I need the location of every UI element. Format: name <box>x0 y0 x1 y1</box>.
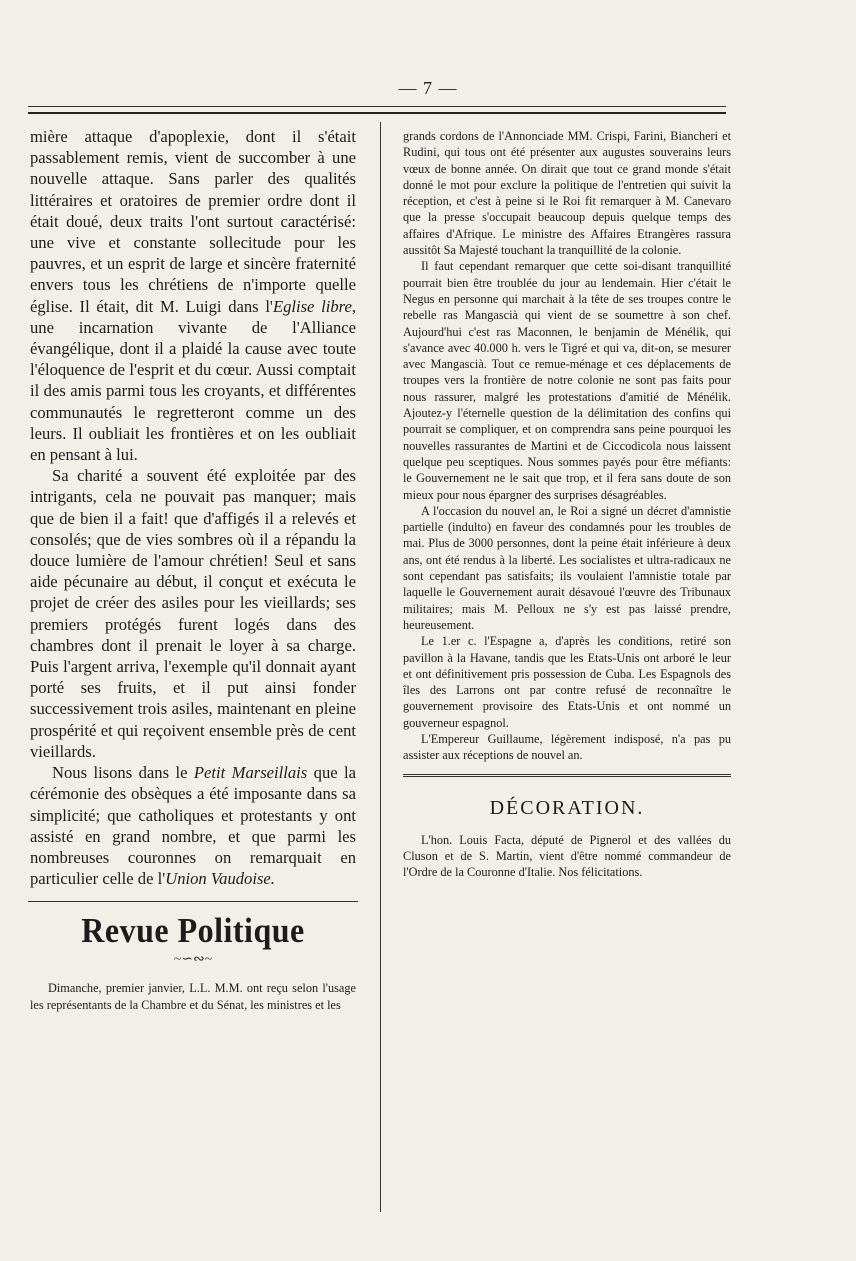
header-rule-thick <box>28 112 726 114</box>
right-paragraph-4: Le 1.er c. l'Espagne a, d'après les conditions, retiré son pavillon à la Havane, tandis que les Etats-Unis ont arboré le leur et ont définitivement pris possession de Cuba. Les Espagnols des îles des Larrons ont par contre refusé de reconnaître le gouvernement provisoire des Etats-Unis et ont nommé un gouverneur espagnol. <box>403 634 731 730</box>
right-paragraph-5: L'Empereur Guillaume, légèrement indisposé, n'a pas pu assister aux réceptions de nouvel an. <box>403 731 731 763</box>
page-number: — 7 — <box>398 78 458 98</box>
right-paragraph-6: L'hon. Louis Facta, député de Pignerol et des vallées du Cluson et de S. Martin, vient d'être nommé commandeur de l'Ordre de la Couronne d'Italie. Nos félicitations. <box>403 832 731 880</box>
left-paragraph-2: Sa charité a souvent été exploitée par des intrigants, cela ne pouvait pas manquer; mais que de bien il a fait! que d'affigés il a relevés et consolés; que de vies sombres où il a répandu la douce lumière de l'amour chrétien! Seul et sans aide pécunaire au début, il conçut et exécuta le projet de créer des asiles pour les vieillards; ses premiers protégés furent logés dans des chambres dont il prenait le loyer à sa charge. Puis l'argent arriva, l'exemple qu'il donnait ayant porté ses fruits, et il put ainsi fonder successivement trois asiles, maintenant en pleine prospérité et qui reçoivent ensemble près de cent vieillards. <box>30 466 356 761</box>
left-paragraph-1: mière attaque d'apoplexie, dont il s'était passablement remis, vient de succomber à une nouvelle attaque. Sans parler des qualités littéraires et oratoires de premier ordre dont il était doué, deux traits l'ont surtout caractérisé: une vive et constante sollecitude pour les pauvres, et un esprit de large et sincère fraternité envers tous les chrétiens de n'importe quelle église. Il était, dit M. Luigi dans l'Eglise libre, une incarnation vivante de l'Alliance évangélique, dont il a plaidé la cause avec toute l'éloquence de l'esprit et du cœur. Aussi comptait il des amis parmi tous les croyants, et différentes communautés le regretteront comme un des leurs. Il oubliait les frontières et on les oubliait en pensant à lui. <box>30 127 356 465</box>
right-column <box>403 128 731 880</box>
flourish-ornament: ~∽∾~ <box>173 952 213 968</box>
column-divider <box>380 122 381 1212</box>
section-rule <box>28 901 358 902</box>
right-paragraph-1: grands cordons de l'Annonciade MM. Crispi, Farini, Biancheri et Rudini, qui tous ont été présenter aux augustes souverains leurs vœux de bonne année. On dirait que tout ce grand monde s'était donné le mot pour exclure la politique de l'entretien qui suivit la réception, et c'est à peine si le Roi fit remarquer à M. Canevaro que la presse s'occupait beaucoup depuis quelque temps des affaires d'Afrique. Le ministre des Affaires Etrangères rassura aussitôt Sa Majesté touchant la tranquillité de la colonie. <box>403 129 731 258</box>
left-paragraph-3: Nous lisons dans le Petit Marseillais que la cérémonie des obsèques a été imposante dans sa simplicité; que catholiques et protestants y ont assisté en grand nombre, et que parmi les nombreuses couronnes on remarquait en particulier celle de l'Union Vaudoise. <box>30 763 357 889</box>
decoration-rule <box>403 774 731 777</box>
left-paragraph-4: Dimanche, premier janvier, L.L. M.M. ont reçu selon l'usage les représentants de la Chambre et du Sénat, les ministres et les <box>30 981 356 1012</box>
right-paragraph-3: A l'occasion du nouvel an, le Roi a signé un décret d'amnistie partielle (indulto) en faveur des condamnés pour les troubles de mai. Plus de 3000 personnes, dont la peine était inférieure à deux ans, ont été rendus à la liberté. Les socialistes et ultra-radicaux ne sont cependant pas satisfaits; ils voulaient l'amnistie totale par laquelle le Gouvernement aurait désavoué l'œuvre des Tribunaux militaires; mais M. Pelloux ne s'y est pas laissé prendre, heureusement. <box>403 503 731 632</box>
header-rule <box>28 106 726 107</box>
section-title: Revue Politique <box>81 910 305 951</box>
left-column <box>30 126 356 1013</box>
right-paragraph-2: Il faut cependant remarquer que cette soi-disant tranquillité pourrait bien être troublée du jour au lendemain. Hier c'était le Negus en personne qui marchait à la tête de ses troupes contre le rebelle ras Mangascià qui vient de se soumettre à son chef. Aujourd'hui c'est ras Maconnen, le benjamin de Ménélik, qui s'avance avec 40.000 h. vers le Tigré et qui va, dit-on, se mesurer avec Mangascià. Tout ce remue-ménage et ces déplacements de troupes vers la frontière de notre colonie ne sont pas faits pour nous rassurer, malgré les protestations d'amitié de Ménélik. Ajoutez-y l'éternelle question de la délimitation des confins qui pourrait se compliquer, et on comprendra sans peine pourquoi les nouvelles rassurantes de Martini et de Ciccodicola nous laissent quelque peu sceptiques. Nous sommes payés pour être méfiants: le Gouvernement ne le sait que trop, et il fera sans doute de son mieux pour nous épargner des surprises désagréables. <box>403 259 731 502</box>
decoration-title: DÉCORATION. <box>489 796 645 819</box>
